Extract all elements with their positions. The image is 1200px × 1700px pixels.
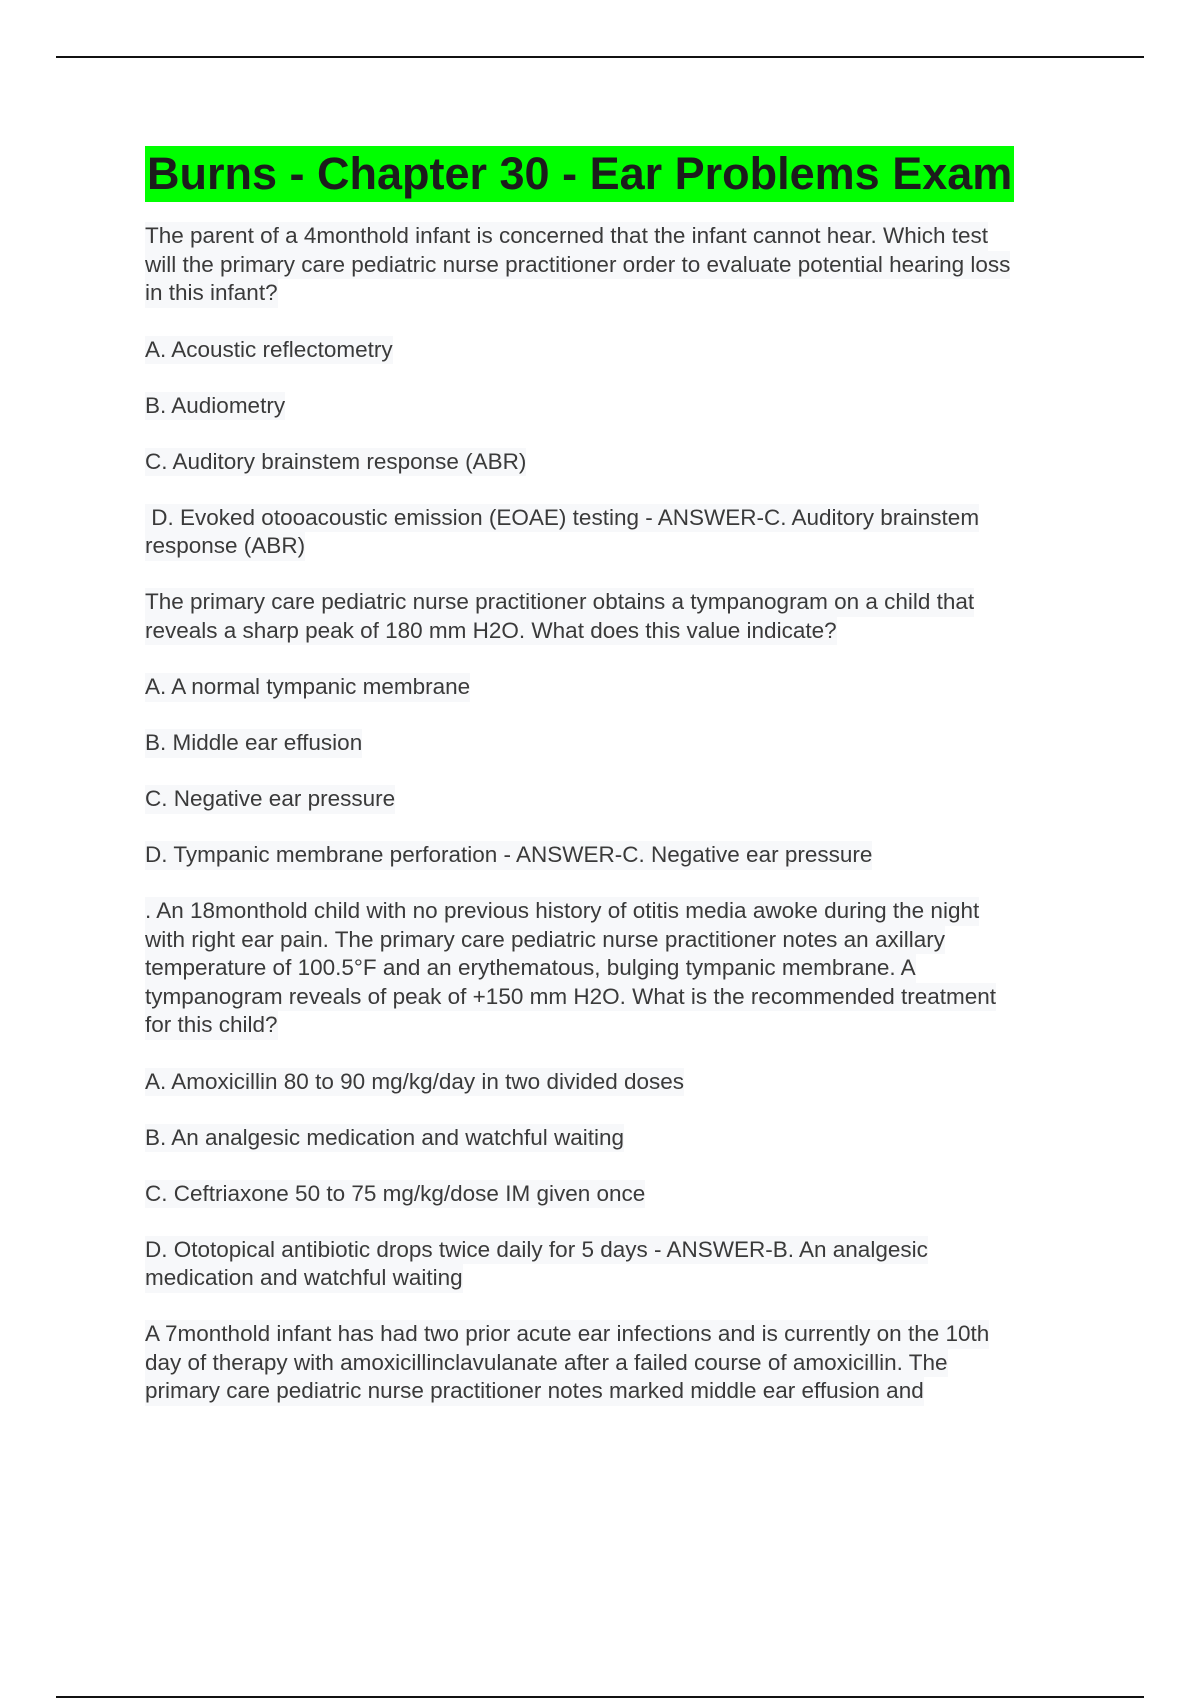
question-1: [145, 222, 1080, 561]
answer-option-a: [145, 336, 1080, 365]
stem-line: . An 18monthold child with no previous history of otitis media awoke during the night: [145, 897, 979, 926]
document-body: [145, 146, 1080, 1434]
option-line: C. Negative ear pressure: [145, 785, 395, 814]
question-stem: [145, 588, 1080, 645]
question-3: [145, 897, 1080, 1293]
option-line: C. Ceftriaxone 50 to 75 mg/kg/dose IM given once: [145, 1180, 645, 1209]
answer-option-b: [145, 1124, 1080, 1153]
question-stem: [145, 222, 1080, 308]
option-line: medication and watchful waiting: [145, 1264, 463, 1293]
option-line: D. Ototopical antibiotic drops twice daily for 5 days - ANSWER-B. An analgesic: [145, 1236, 928, 1265]
answer-option-b: [145, 392, 1080, 421]
question-stem: [145, 897, 1080, 1040]
option-line: B. An analgesic medication and watchful waiting: [145, 1124, 624, 1153]
option-line: B. Middle ear effusion: [145, 729, 362, 758]
option-line: response (ABR): [145, 532, 305, 561]
answer-option-d: [145, 504, 1080, 561]
stem-line: will the primary care pediatric nurse practitioner order to evaluate potential hearing loss: [145, 251, 1010, 280]
document-title: Burns - Chapter 30 - Ear Problems Exam: [145, 146, 1014, 202]
option-line: C. Auditory brainstem response (ABR): [145, 448, 526, 477]
option-line: A. A normal tympanic membrane: [145, 673, 470, 702]
question-2: [145, 588, 1080, 870]
answer-option-c: [145, 785, 1080, 814]
stem-line: for this child?: [145, 1011, 278, 1040]
stem-line: reveals a sharp peak of 180 mm H2O. What does this value indicate?: [145, 617, 837, 646]
option-line: A. Acoustic reflectometry: [145, 336, 393, 365]
answer-option-d: [145, 1236, 1080, 1293]
header-rule: [56, 56, 1144, 58]
option-line: A. Amoxicillin 80 to 90 mg/kg/day in two divided doses: [145, 1068, 684, 1097]
question-stem: [145, 1320, 1080, 1406]
answer-option-b: [145, 729, 1080, 758]
answer-option-a: [145, 673, 1080, 702]
stem-line: temperature of 100.5°F and an erythematous, bulging tympanic membrane. A: [145, 954, 916, 983]
stem-line: in this infant?: [145, 279, 278, 308]
stem-line: primary care pediatric nurse practitioner notes marked middle ear effusion and: [145, 1377, 924, 1406]
answer-option-c: [145, 1180, 1080, 1209]
stem-line: A 7monthold infant has had two prior acute ear infections and is currently on the 10th: [145, 1320, 989, 1349]
question-4: [145, 1320, 1080, 1406]
option-line: D. Tympanic membrane perforation - ANSWER-C. Negative ear pressure: [145, 841, 872, 870]
stem-line: The parent of a 4monthold infant is concerned that the infant cannot hear. Which test: [145, 222, 988, 251]
option-line: D. Evoked otooacoustic emission (EOAE) testing - ANSWER-C. Auditory brainstem: [145, 504, 979, 533]
answer-option-d: [145, 841, 1080, 870]
answer-option-c: [145, 448, 1080, 477]
stem-line: with right ear pain. The primary care pediatric nurse practitioner notes an axillary: [145, 926, 945, 955]
stem-line: day of therapy with amoxicillinclavulanate after a failed course of amoxicillin. The: [145, 1349, 948, 1378]
answer-option-a: [145, 1068, 1080, 1097]
stem-line: tympanogram reveals of peak of +150 mm H2O. What is the recommended treatment: [145, 983, 996, 1012]
stem-line: The primary care pediatric nurse practitioner obtains a tympanogram on a child that: [145, 588, 974, 617]
footer-rule: [56, 1696, 1144, 1698]
option-line: B. Audiometry: [145, 392, 285, 421]
